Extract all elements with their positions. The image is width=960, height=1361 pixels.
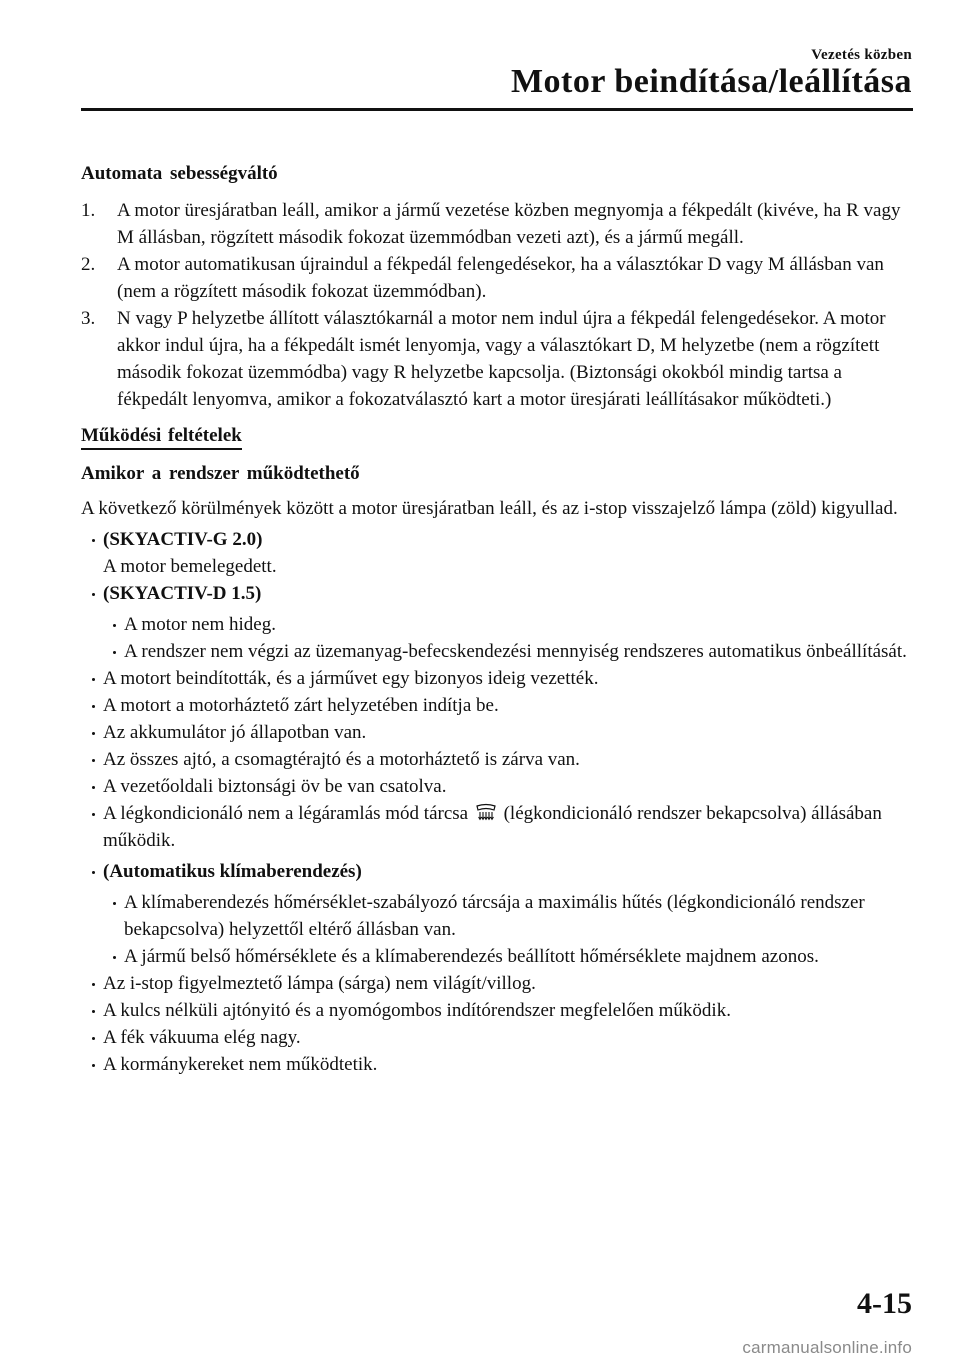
ac-item-text-after: (légkondicionáló rendszer bekapcsolva) állásában működik.	[103, 803, 882, 851]
list-item: A fék vákuuma elég nagy.	[81, 1024, 913, 1051]
list-item: Az összes ajtó, a csomagtérajtó és a motorháztető is zárva van.	[81, 746, 913, 773]
airflow-mode-dial-icon	[475, 803, 497, 821]
watermark: carmanualsonline.info	[742, 1338, 912, 1357]
auto-climate-label: (Automatikus klímaberendezés)	[81, 858, 913, 885]
list-item: Az i-stop figyelmeztető lámpa (sárga) nem világít/villog.	[81, 970, 913, 997]
step-item	[81, 305, 913, 413]
step-text: A motor üresjáratban leáll, amikor a jármű vezetése közben megnyomja a fékpedált (kivéve, ha R vagy M állásban, rögzített második fokozat üzemmódban vezeti azt), és a jármű megáll.	[117, 200, 901, 248]
conditions-subheading: Amikor a rendszer működtethető	[81, 463, 360, 484]
step-item	[81, 197, 913, 251]
step-number: 2.	[81, 254, 96, 275]
list-item: A motort a motorháztető zárt helyzetében indítja be.	[81, 692, 913, 719]
list-item: A rendszer nem végzi az üzemanyag-befecskendezési mennyiség rendszeres automatikus önbeállítását.	[81, 638, 913, 665]
section-heading: Automata sebességváltó	[81, 163, 278, 184]
step-text: N vagy P helyzetbe állított választókarnál a motor nem indul újra a fékpedál felengedésekor. A motor akkor indul újra, ha a fékpedált ismét lenyomja, vagy a választókart D, M helyzetbe (nem a rögzített második fokozat üzemmódba) vagy R helyzetbe kapcsolja. (Biztonsági okokból mindig tartsa a fékpedált lenyomva, amikor a fokozatválasztó kart a motor üresjárati leállításakor működteti.)	[117, 308, 886, 410]
page-title: Motor beindítása/leállítása	[510, 63, 912, 100]
header-divider	[81, 108, 913, 111]
conditions-heading: Működési feltételek	[81, 423, 242, 450]
page-content	[81, 160, 913, 1078]
conditions-intro: A következő körülmények között a motor üresjáratban leáll, és az i-stop visszajelző lámpa (zöld) kigyullad.	[81, 498, 898, 519]
list-item: A kulcs nélküli ajtónyitó és a nyomógombos indítórendszer megfelelően működik.	[81, 997, 913, 1024]
chapter-label: Vezetés közben	[811, 47, 912, 63]
skyactiv-g-note: A motor bemelegedett.	[103, 556, 277, 577]
list-item: A vezetőoldali biztonsági öv be van csatolva.	[81, 773, 913, 800]
page-number: 4-15	[857, 1287, 912, 1320]
list-item: Az akkumulátor jó állapotban van.	[81, 719, 913, 746]
step-text: A motor automatikusan újraindul a fékpedál felengedésekor, ha a választókar D vagy M állásban van (nem a rögzített második fokozat üzemmódban).	[117, 254, 884, 302]
skyactiv-d-label: (SKYACTIV-D 1.5)	[81, 580, 913, 607]
list-item: A kormánykereket nem működtetik.	[81, 1051, 913, 1078]
ac-item-text-before: A légkondicionáló nem a légáramlás mód tárcsa	[103, 803, 469, 824]
list-item: A klímaberendezés hőmérséklet-szabályozó tárcsája a maximális hűtés (légkondicionáló rendszer bekapcsolva) helyzettől eltérő állásban van.	[81, 889, 913, 943]
list-item: A motort beindították, és a járművet egy bizonyos ideig vezették.	[81, 665, 913, 692]
list-item: A motor nem hideg.	[81, 611, 913, 638]
step-item	[81, 251, 913, 305]
list-item: A jármű belső hőmérséklete és a klímaberendezés beállított hőmérséklete majdnem azonos.	[81, 943, 913, 970]
step-number: 3.	[81, 308, 96, 329]
skyactiv-g-label: (SKYACTIV-G 2.0)	[81, 526, 913, 553]
step-number: 1.	[81, 200, 96, 221]
numbered-steps	[81, 197, 913, 413]
ac-mode-item	[81, 800, 913, 854]
